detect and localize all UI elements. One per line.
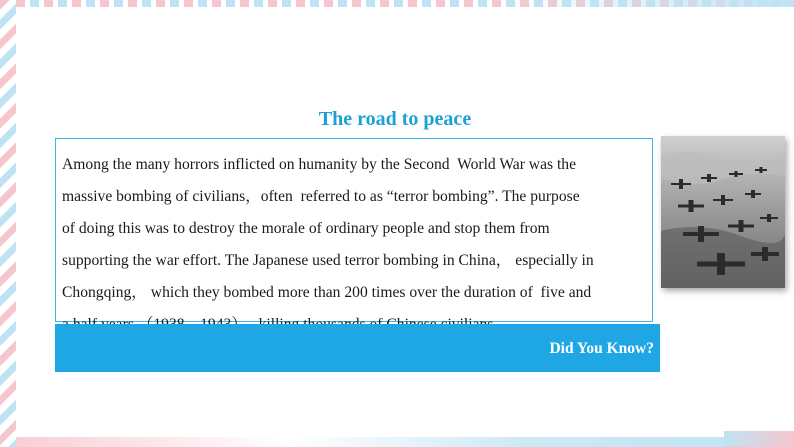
text-box xyxy=(55,138,653,322)
bomber-photo-image xyxy=(661,136,785,288)
paragraph-line: supporting the war effort. The Japanese used terror bombing in China， especially in xyxy=(62,252,594,269)
paragraph-line: Among the many horrors inflicted on humanity by the Second World War was the xyxy=(62,156,577,173)
paragraph-line: Chongqing， which they bombed more than 200 times over the duration of five and xyxy=(62,284,592,301)
decorative-corner xyxy=(724,431,794,447)
paragraph-line: massive bombing of civilians，often referred to as “terror bombing”. The purpose xyxy=(62,188,580,205)
decorative-left-stripes xyxy=(0,0,16,447)
decorative-bottom-band xyxy=(16,437,794,447)
page-title: The road to peace xyxy=(318,108,472,130)
did-you-know-banner xyxy=(55,324,660,372)
decorative-top-stripes xyxy=(16,0,794,7)
paragraph-line: of doing this was to destroy the morale of ordinary people and stop them from xyxy=(62,220,550,237)
banner-label: Did You Know? xyxy=(549,340,654,357)
bomber-formation-photo xyxy=(661,136,785,288)
